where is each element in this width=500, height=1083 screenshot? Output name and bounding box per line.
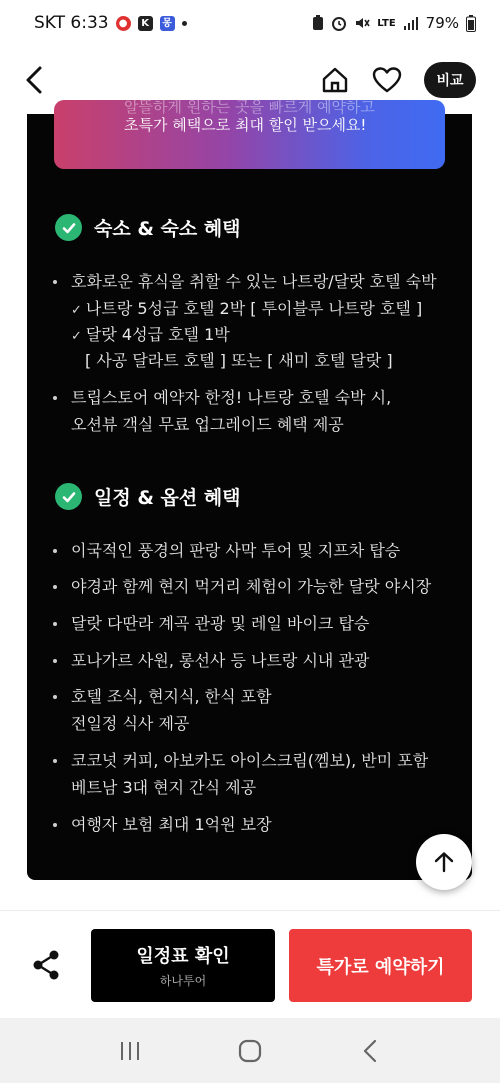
notification-blue-icon: 몽 (160, 16, 175, 31)
sub-item-text: [ 사공 달라트 호텔 ] 또는 [ 새미 호텔 달랏 ] (85, 351, 393, 370)
book-deal-button[interactable]: 특가로 예약하기 (289, 929, 472, 1002)
status-bar (0, 0, 500, 46)
home-nav-button[interactable] (230, 1031, 270, 1071)
notification-k-icon: K (138, 16, 153, 31)
lock-battery-icon (312, 15, 324, 31)
list-item-text: 포나가르 사원, 롱선사 등 나트랑 시내 관광 (71, 651, 370, 670)
banner-line-2: 초특가 혜택으로 최대 할인 받으세요! (124, 116, 367, 134)
section-title-itinerary (55, 483, 241, 510)
back-nav-button[interactable] (350, 1031, 390, 1071)
home-icon (321, 66, 349, 94)
carrier-time: SKT 6:33 (34, 13, 109, 33)
benefits-card (27, 98, 472, 880)
bullet-dot (53, 396, 57, 400)
share-icon (30, 949, 62, 981)
bullet-dot (53, 622, 57, 626)
alarm-icon (331, 15, 347, 31)
check-circle-icon (55, 214, 82, 241)
bottom-action-bar (0, 910, 500, 1018)
back-button[interactable] (24, 58, 60, 102)
product-detail-content[interactable] (0, 98, 500, 910)
bullet-dot (53, 659, 57, 663)
list-item-text: 호텔 조식, 현지식, 한식 포함 (71, 687, 272, 706)
bullet-dot (53, 695, 57, 699)
bullet-dot (53, 759, 57, 763)
notification-app-icon: ● (116, 16, 131, 31)
back-nav-icon (360, 1038, 380, 1064)
status-right (312, 14, 476, 32)
bullet-dot (53, 280, 57, 284)
schedule-button-label: 일정표 확인 (136, 946, 230, 967)
mute-icon (354, 15, 370, 31)
lte-label: LTE (377, 17, 396, 29)
checkmark-icon: ✓ (71, 303, 82, 318)
list-item-text: 트립스토어 예약자 한정! 나트랑 호텔 숙박 시, (71, 388, 392, 407)
header-actions (320, 62, 476, 98)
schedule-button-sublabel: 하나투어 (159, 974, 207, 988)
list-item-text: 전일정 식사 제공 (71, 714, 190, 733)
list-item-text: 베트남 3대 현지 간식 제공 (71, 778, 257, 797)
sub-item-text: 나트랑 5성급 호텔 2박 [ 투이블루 나트랑 호텔 ] (85, 299, 423, 318)
banner-line-1: 알뜰하게 원하는 곳을 빠르게 예약하고 (124, 98, 375, 116)
signal-icon (403, 15, 419, 31)
section-title-accommodation (55, 214, 241, 241)
bullet-dot (53, 549, 57, 553)
section-title-label: 일정 & 옵션 혜택 (94, 487, 241, 509)
wishlist-button[interactable] (372, 65, 402, 95)
compare-button[interactable]: 비교 (424, 62, 476, 98)
bullet-dot (53, 823, 57, 827)
list-item-text: 야경과 함께 현지 먹거리 체험이 가능한 달랏 야시장 (71, 577, 432, 596)
section-title-label: 숙소 & 숙소 혜택 (94, 218, 241, 240)
list-item-text: 달랏 다딴라 계곡 관광 및 레일 바이크 탑승 (71, 614, 370, 633)
list-item-text: 호화로운 휴식을 취할 수 있는 나트랑/달랏 호텔 숙박 (71, 272, 437, 291)
home-button[interactable] (320, 65, 350, 95)
list-item-text: 여행자 보험 최대 1억원 보장 (71, 815, 272, 834)
sub-item (71, 295, 422, 324)
system-navigation-bar (0, 1018, 500, 1083)
battery-percent: 79% (425, 14, 459, 32)
status-left (34, 13, 187, 33)
list-item-text: 코코넛 커피, 아보카도 아이스크림(껨보), 반미 포함 (71, 751, 429, 770)
heart-icon (372, 66, 402, 94)
more-notifications-dot-icon (182, 21, 187, 26)
home-nav-icon (237, 1038, 263, 1064)
list-item-text: 오션뷰 객실 무료 업그레이드 혜택 제공 (71, 415, 344, 434)
checkmark-icon: ✓ (71, 329, 82, 344)
sub-item (85, 347, 393, 374)
share-button[interactable] (26, 945, 66, 985)
check-circle-icon (55, 483, 82, 510)
recent-apps-icon (118, 1039, 142, 1063)
back-arrow-icon (24, 65, 44, 95)
list-item-text: 이국적인 풍경의 판랑 사막 투어 및 지프차 탑승 (71, 541, 401, 560)
schedule-button[interactable] (91, 929, 275, 1002)
recent-apps-button[interactable] (110, 1031, 150, 1071)
battery-icon (466, 15, 476, 32)
sub-item (71, 321, 230, 350)
bullet-dot (53, 585, 57, 589)
arrow-up-icon (433, 851, 455, 873)
promo-banner[interactable] (54, 100, 445, 169)
sub-item-text: 달랏 4성급 호텔 1박 (85, 325, 230, 344)
scroll-to-top-button[interactable] (416, 834, 472, 890)
